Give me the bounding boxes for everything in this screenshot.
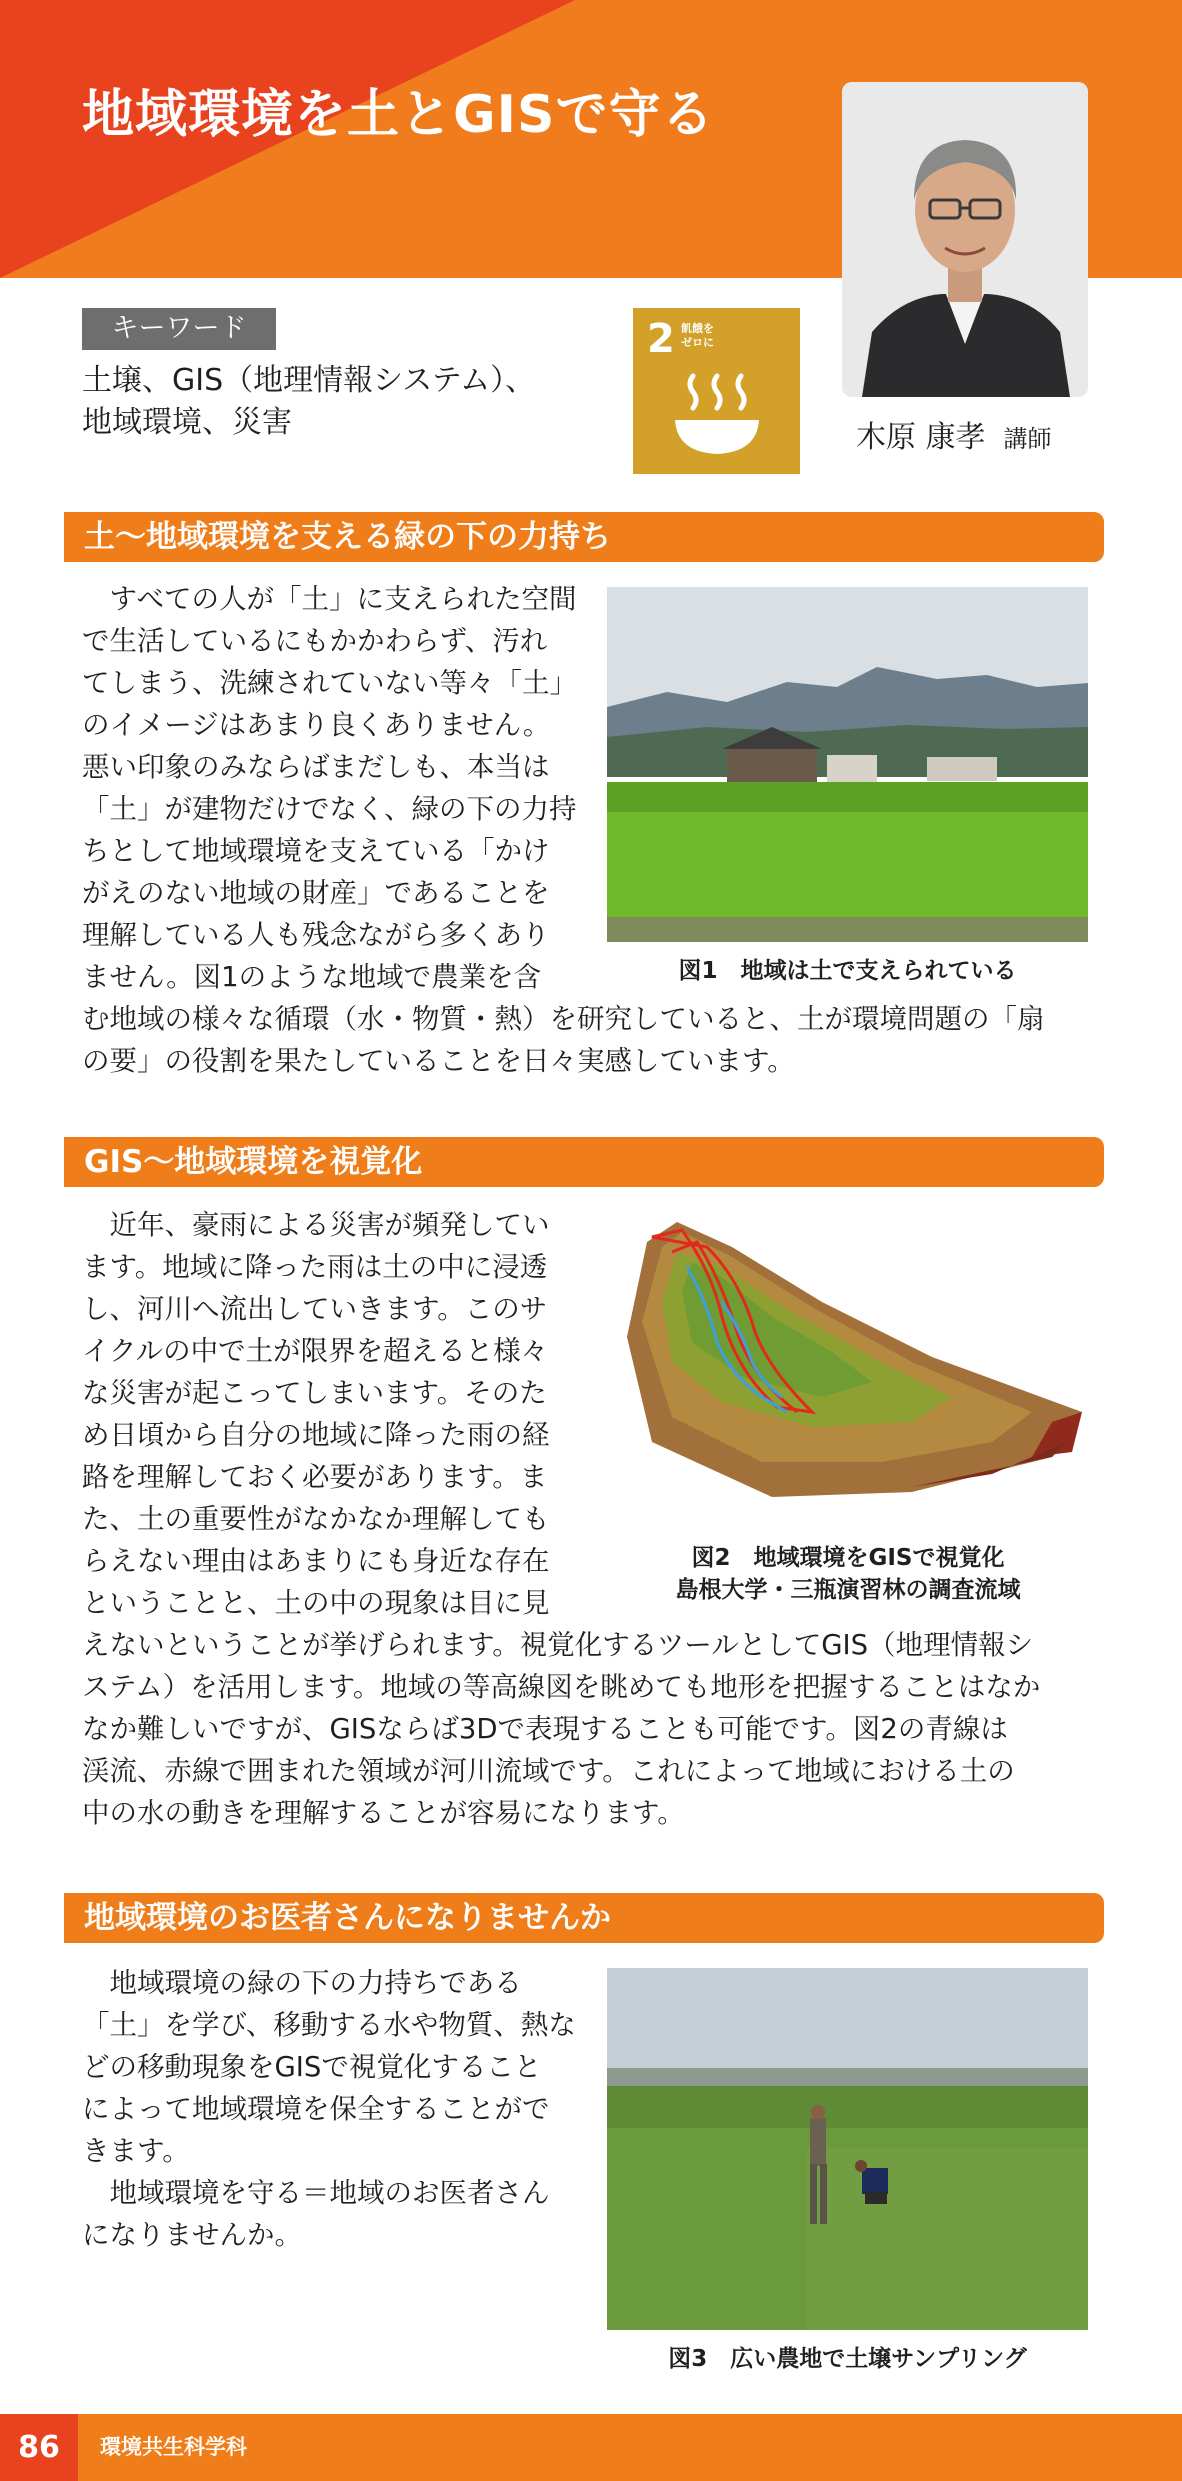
body-line: た、土の重要性がなかなか理解しても xyxy=(82,1503,550,1535)
page-title: 地域環境を土とGISで守る xyxy=(82,85,715,145)
body-line: 路を理解しておく必要があります。ま xyxy=(82,1461,548,1493)
body-line: 「土」を学び、移動する水や物質、熱な xyxy=(82,2009,576,2041)
body-line: 「土」が建物だけでなく、緑の下の力持 xyxy=(82,793,577,825)
body-line: なか難しいですが、GISならば3Dで表現することも可能です。図2の青線は xyxy=(82,1713,1008,1745)
page-number: 86 xyxy=(0,2414,78,2481)
keyword-list xyxy=(82,360,535,444)
keyword-line: 地域環境、災害 xyxy=(82,405,292,440)
lecturer-name xyxy=(856,412,1052,456)
section-heading-soil: 土～地域環境を支える緑の下の力持ち xyxy=(64,512,1104,562)
body-line: の要」の役割を果たしていることを日々実感しています。 xyxy=(82,1045,795,1077)
body-line: し、河川へ流出していきます。このサ xyxy=(82,1293,548,1325)
body-line: 地域環境の緑の下の力持ちである xyxy=(82,1967,522,1999)
keyword-label: キーワード xyxy=(82,308,276,350)
body-line: で生活しているにもかかわらず、汚れ xyxy=(82,625,548,657)
body-line: のイメージはあまり良くありません。 xyxy=(82,709,551,741)
body-line: えないということが挙げられます。視覚化するツールとしてGIS（地理情報シ xyxy=(82,1629,1034,1661)
body-line: 理解している人も残念ながら多くあり xyxy=(82,919,550,951)
figure-3-caption: 図3 広い農地で土壌サンプリング xyxy=(668,2346,1027,2372)
section-heading-gis: GIS～地域環境を視覚化 xyxy=(64,1137,1104,1187)
body-line: イクルの中で土が限界を超えると様々 xyxy=(82,1335,549,1367)
section-2-body xyxy=(82,1204,1040,1834)
sdg-goal-2-badge xyxy=(633,308,800,474)
figure-1-caption: 図1 地域は土で支えられている xyxy=(678,958,1017,984)
sdg-goal-text: 飢餓を ゼロに xyxy=(681,322,714,349)
body-line: ません。図1のような地域で農業を含 xyxy=(82,961,542,993)
body-line: ステム）を活用します。地域の等高線図を眺めても地形を把握することはなか xyxy=(82,1671,1041,1703)
body-line: てしまう、洗練されていない等々「土」 xyxy=(82,667,577,699)
department-name: 環境共生科学科 xyxy=(100,2435,247,2459)
lecturer-name-text: 木原 康孝 xyxy=(856,420,986,455)
body-line: 悪い印象のみならばまだしも、本当は xyxy=(82,751,550,783)
body-line: どの移動現象をGISで視覚化すること xyxy=(82,2051,542,2083)
body-line: 近年、豪雨による災害が頻発してい xyxy=(82,1209,550,1241)
body-line: 地域環境を守る＝地域のお医者さん xyxy=(82,2177,550,2209)
body-line: む地域の様々な循環（水・物質・熱）を研究していると、土が環境問題の「扇 xyxy=(82,1003,1045,1035)
body-line: な災害が起こってしまいます。そのた xyxy=(82,1377,547,1409)
section-heading-doctor: 地域環境のお医者さんになりませんか xyxy=(64,1893,1104,1943)
body-line: らえない理由はあまりにも身近な存在 xyxy=(82,1545,550,1577)
body-line: 中の水の動きを理解することが容易になります。 xyxy=(82,1797,685,1829)
body-line: ます。地域に降った雨は土の中に浸透 xyxy=(82,1251,548,1283)
lecturer-role: 講師 xyxy=(1003,425,1052,453)
page-footer xyxy=(0,2414,1182,2481)
body-line: 渓流、赤線で囲まれた領域が河川流域です。これによって地域における土の xyxy=(82,1755,1015,1787)
keyword-line: 土壌、GIS（地理情報システム）、 xyxy=(82,363,536,398)
figure-2-caption-line: 図2 地域環境をGISで視覚化 xyxy=(691,1545,1005,1571)
bowl-icon xyxy=(671,368,763,460)
body-line: め日頃から自分の地域に降った雨の経 xyxy=(82,1419,550,1451)
body-line: によって地域環境を保全することがで xyxy=(82,2093,550,2125)
section-1-body xyxy=(82,578,1045,1082)
body-line: になりませんか。 xyxy=(82,2219,302,2251)
sdg-number: 2 xyxy=(647,316,675,362)
body-line: ちとして地域環境を支えている「かけ xyxy=(82,835,550,867)
body-line: がえのない地域の財産」であることを xyxy=(82,877,550,909)
figure-2-caption-line: 島根大学・三瓶演習林の調査流域 xyxy=(675,1577,1021,1603)
section-3-body xyxy=(82,1962,576,2256)
body-line: ということと、土の中の現象は目に見 xyxy=(82,1587,550,1619)
figure-3-photo xyxy=(607,1968,1088,2330)
lecturer-photo xyxy=(842,82,1088,397)
body-line: すべての人が「土」に支えられた空間 xyxy=(82,583,577,615)
body-line: きます。 xyxy=(82,2135,190,2167)
